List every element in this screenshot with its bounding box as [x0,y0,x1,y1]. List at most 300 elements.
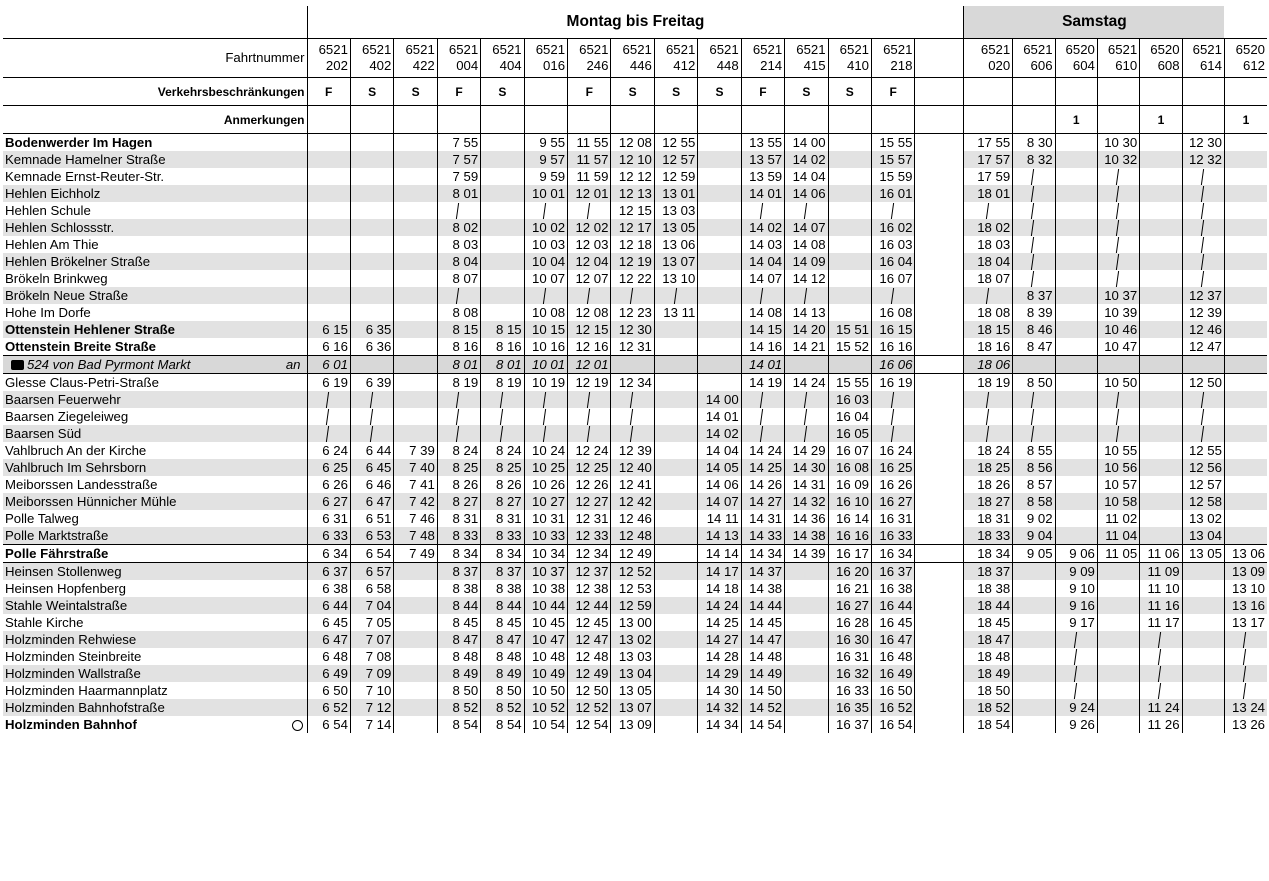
departure-time [1182,219,1224,236]
departure-time: 16 02 [872,219,915,236]
pass-through-line [1116,203,1121,219]
departure-time [1097,597,1139,614]
pass-through-line [986,409,991,425]
trip-number [1097,39,1139,78]
stop-name-cell [3,527,307,545]
departure-time: 14 07 [698,493,741,510]
departure-time [1224,185,1267,202]
departure-time: 8 44 [437,597,480,614]
departure-time: 14 20 [785,321,828,338]
departure-time: 7 40 [394,459,437,476]
departure-time: 9 26 [1055,716,1097,733]
departure-time [1224,425,1267,442]
departure-time [698,134,741,152]
stop-row [3,631,1267,648]
departure-time: 14 32 [785,493,828,510]
departure-time: 8 16 [481,338,524,356]
restriction-code [964,78,1013,106]
departure-time: 14 16 [741,338,784,356]
departure-time [1182,236,1224,253]
departure-time: 13 06 [654,236,697,253]
departure-time [1097,408,1139,425]
note-marker [568,106,611,134]
departure-time: 16 21 [828,580,871,597]
departure-time [1055,321,1097,338]
stop-name-cell [3,614,307,631]
pass-through-line [1116,186,1121,202]
departure-time [1013,580,1055,597]
departure-time [654,425,697,442]
pass-through-line [587,288,592,304]
departure-time [394,287,437,304]
departure-time: 9 02 [1013,510,1055,527]
departure-time [872,391,915,408]
departure-time: 14 13 [785,304,828,321]
stop-name: Holzminden Wallstraße [5,665,141,681]
departure-time: 16 31 [828,648,871,665]
departure-time: 12 01 [568,185,611,202]
departure-time [437,202,480,219]
trip-number [524,39,567,78]
departure-time: 12 17 [611,219,654,236]
departure-time [1055,527,1097,545]
departure-time: 14 18 [698,580,741,597]
restriction-code: S [394,78,437,106]
departure-time [1224,476,1267,493]
pass-through-line [1031,203,1036,219]
departure-time: 12 30 [1182,134,1224,152]
stop-row [3,545,1267,563]
pass-through-line [986,426,991,442]
departure-time: 14 30 [698,682,741,699]
stop-name-cell [3,510,307,527]
departure-time: 6 24 [307,442,350,459]
departure-time: 16 07 [872,270,915,287]
departure-time: 13 17 [1224,614,1267,631]
departure-time [524,408,567,425]
departure-time: 16 35 [828,699,871,716]
trip-number-line2: 410 [846,58,869,73]
departure-time: 8 52 [437,699,480,716]
departure-time: 14 01 [741,185,784,202]
pass-through-line [370,426,375,442]
departure-time: 14 45 [741,614,784,631]
departure-time [394,168,437,185]
departure-time: 11 10 [1140,580,1182,597]
departure-time: 7 05 [350,614,393,631]
trip-number-line1: 6521 [448,42,479,57]
trip-number [964,39,1013,78]
departure-time: 9 55 [524,134,567,152]
departure-time [394,580,437,597]
departure-time [1224,134,1267,152]
stop-row [3,391,1267,408]
pass-through-line [456,409,461,425]
trip-number-line2: 612 [1242,58,1265,73]
departure-time: 6 47 [350,493,393,510]
departure-time: 6 37 [307,563,350,581]
departure-time: 8 56 [1013,459,1055,476]
departure-time [394,648,437,665]
stop-name-cell [3,648,307,665]
departure-time: 6 53 [350,527,393,545]
departure-time: 14 19 [741,374,784,392]
departure-time: 15 57 [872,151,915,168]
departure-time: 10 37 [1097,287,1139,304]
departure-time: 14 04 [741,253,784,270]
trip-number-line2: 608 [1157,58,1180,73]
departure-time: 10 56 [1097,459,1139,476]
departure-time: 6 52 [307,699,350,716]
departure-time: 11 17 [1140,614,1182,631]
departure-time: 16 07 [828,442,871,459]
departure-time: 12 49 [568,665,611,682]
stop-name-cell [3,459,307,476]
departure-time [1013,236,1055,253]
departure-time: 12 02 [568,219,611,236]
trip-number [872,39,915,78]
departure-time [1097,168,1139,185]
departure-time: 16 31 [872,510,915,527]
departure-time [481,236,524,253]
departure-time [524,202,567,219]
trip-number-line2: 404 [499,58,522,73]
departure-time: 8 32 [1013,151,1055,168]
departure-time [915,304,964,321]
departure-time: 13 07 [611,699,654,716]
departure-time: 8 37 [437,563,480,581]
trip-number [828,39,871,78]
timetable [3,6,1267,733]
departure-time [1182,597,1224,614]
departure-time: 10 50 [1097,374,1139,392]
departure-time [481,168,524,185]
trip-number-line1: 6521 [492,42,522,57]
departure-time: 14 02 [741,219,784,236]
departure-time: 7 42 [394,493,437,510]
departure-time [785,563,828,581]
departure-time: 14 29 [785,442,828,459]
departure-time: 6 44 [307,597,350,614]
departure-time: 12 30 [611,321,654,338]
trip-number [1013,39,1055,78]
departure-time [1140,425,1182,442]
trip-number-line1: 6520 [1065,42,1095,57]
pass-through-line [1158,666,1163,682]
departure-time: 16 34 [872,545,915,563]
stop-name: Polle Talweg [5,510,79,526]
departure-time [350,168,393,185]
pass-through-line [1201,237,1206,253]
departure-time: 14 07 [741,270,784,287]
departure-time [872,425,915,442]
departure-time: 7 10 [350,682,393,699]
departure-time: 14 27 [698,631,741,648]
pass-through-line [891,203,896,219]
departure-time: 13 57 [741,151,784,168]
stop-row [3,493,1267,510]
departure-time: 16 01 [872,185,915,202]
departure-time: 18 45 [964,614,1013,631]
departure-time: 14 31 [785,476,828,493]
departure-time: 12 48 [611,527,654,545]
stop-name-cell [3,425,307,442]
stop-row [3,563,1267,581]
departure-time: 16 33 [828,682,871,699]
departure-time: 16 08 [872,304,915,321]
departure-time [915,648,964,665]
pass-through-line [543,288,548,304]
departure-time: 8 04 [437,253,480,270]
restriction-code: F [307,78,350,106]
restriction-code: F [872,78,915,106]
departure-time [654,716,697,733]
departure-time [1140,168,1182,185]
departure-time [568,408,611,425]
departure-time: 8 02 [437,219,480,236]
departure-time [394,408,437,425]
departure-time [1140,253,1182,270]
departure-time: 6 46 [350,476,393,493]
trip-number-line2: 610 [1115,58,1138,73]
departure-time: 14 06 [785,185,828,202]
pass-through-line [760,203,765,219]
departure-time [394,425,437,442]
departure-time: 16 54 [872,716,915,733]
departure-time: 8 48 [481,648,524,665]
trip-number [654,39,697,78]
departure-time: 6 27 [307,493,350,510]
note-marker [481,106,524,134]
pass-through-line [1031,409,1036,425]
departure-time: 16 37 [872,563,915,581]
departure-time: 12 45 [568,614,611,631]
departure-time: 18 33 [964,527,1013,545]
departure-time: 14 00 [785,134,828,152]
departure-time: 16 38 [872,580,915,597]
departure-time [915,580,964,597]
departure-time [394,665,437,682]
departure-time [1097,716,1139,733]
trip-number [307,39,350,78]
stop-name: Holzminden Rehwiese [5,631,137,647]
departure-time [307,287,350,304]
stop-name: Polle Marktstraße [5,527,109,543]
departure-time: 8 55 [1013,442,1055,459]
departure-time: 14 02 [785,151,828,168]
departure-time [1224,631,1267,648]
departure-time [1140,321,1182,338]
departure-time: 12 57 [654,151,697,168]
departure-time: 6 34 [307,545,350,563]
departure-time: 10 04 [524,253,567,270]
departure-time [1013,425,1055,442]
trip-number-line2: 214 [760,58,783,73]
trip-number-line2: 246 [586,58,609,73]
departure-time: 14 24 [698,597,741,614]
departure-time: 7 55 [437,134,480,152]
trip-number-line2: 218 [890,58,913,73]
restriction-code: S [828,78,871,106]
trip-number [1140,39,1182,78]
departure-time [1182,253,1224,270]
trip-number [1182,39,1224,78]
departure-time: 14 34 [741,545,784,563]
departure-time: 12 47 [568,631,611,648]
departure-time: 7 39 [394,442,437,459]
pass-through-line [630,426,635,442]
departure-time: 10 57 [1097,476,1139,493]
departure-time [350,253,393,270]
departure-time: 14 12 [785,270,828,287]
stop-name: Polle Fährstraße [5,545,109,561]
departure-time: 14 14 [698,545,741,563]
departure-time: 16 30 [828,631,871,648]
pass-through-line [1158,649,1163,665]
departure-time: 8 49 [437,665,480,682]
departure-time: 10 47 [524,631,567,648]
departure-time: 16 32 [828,665,871,682]
departure-time [568,287,611,304]
trip-number-line1: 6521 [980,42,1011,57]
departure-time: 14 11 [698,510,741,527]
stop-name-cell [3,321,307,338]
departure-time [915,151,964,168]
departure-time [1224,236,1267,253]
departure-time [915,476,964,493]
departure-time: 11 24 [1140,699,1182,716]
departure-time: 8 15 [481,321,524,338]
stop-name: Ottenstein Breite Straße [5,338,156,354]
restriction-code [524,78,567,106]
departure-time [915,665,964,682]
departure-time: 18 34 [964,545,1013,563]
pass-through-line [804,392,809,408]
departure-time: 6 15 [307,321,350,338]
departure-time: 6 51 [350,510,393,527]
departure-time [481,151,524,168]
departure-time: 18 07 [964,270,1013,287]
restriction-code: S [785,78,828,106]
departure-time: 14 05 [698,459,741,476]
departure-time: 10 01 [524,356,567,374]
departure-time: 12 23 [611,304,654,321]
stop-name-cell [3,253,307,270]
stop-row [3,270,1267,287]
restriction-code: F [568,78,611,106]
departure-time: 11 26 [1140,716,1182,733]
departure-time: 11 04 [1097,527,1139,545]
stop-name: Brökeln Brinkweg [5,270,108,286]
departure-time: 14 38 [741,580,784,597]
stop-name-cell [3,699,307,716]
departure-time: 11 02 [1097,510,1139,527]
departure-time: 14 37 [741,563,784,581]
departure-time [481,304,524,321]
departure-time: 10 31 [524,510,567,527]
note-marker [1013,106,1055,134]
departure-time: 18 52 [964,699,1013,716]
departure-time [698,236,741,253]
departure-time: 18 19 [964,374,1013,392]
departure-time: 8 01 [437,185,480,202]
departure-time [350,134,393,152]
departure-time: 7 41 [394,476,437,493]
departure-time: 8 25 [437,459,480,476]
departure-time [568,202,611,219]
departure-time: 11 57 [568,151,611,168]
departure-time [1224,665,1267,682]
stop-name-cell [3,270,307,287]
departure-time [1097,253,1139,270]
stop-name-cell [3,202,307,219]
departure-time: 16 05 [828,425,871,442]
departure-time [1013,631,1055,648]
departure-time: 8 37 [481,563,524,581]
departure-time [785,580,828,597]
departure-time [1224,648,1267,665]
departure-time: 6 39 [350,374,393,392]
departure-time: 6 01 [307,356,350,374]
departure-time [1055,442,1097,459]
stop-name-cell [3,134,307,152]
departure-time: 10 50 [524,682,567,699]
stop-row [3,614,1267,631]
departure-time: 10 32 [1097,151,1139,168]
departure-time [1182,391,1224,408]
departure-time [698,304,741,321]
pass-through-line [891,426,896,442]
pass-through-line [1243,666,1248,682]
trip-number-line1: 6521 [1192,42,1222,57]
departure-time: 14 25 [698,614,741,631]
departure-time [654,476,697,493]
departure-time [698,270,741,287]
departure-time [350,287,393,304]
departure-time: 10 03 [524,236,567,253]
departure-time [698,338,741,356]
restriction-code [1097,78,1139,106]
pass-through-line [1031,254,1036,270]
departure-time [698,374,741,392]
departure-time: 12 07 [568,270,611,287]
stop-name-cell [3,374,307,392]
departure-time: 8 54 [437,716,480,733]
departure-time [915,168,964,185]
departure-time [872,202,915,219]
departure-time: 13 09 [611,716,654,733]
stop-row [3,253,1267,270]
pass-through-line [1031,426,1036,442]
trip-number [785,39,828,78]
departure-time [1224,459,1267,476]
departure-time: 14 38 [785,527,828,545]
pass-through-line [1243,649,1248,665]
stop-name: Bodenwerder Im Hagen [5,134,153,150]
departure-time [1224,168,1267,185]
departure-time: 14 07 [785,219,828,236]
departure-time [1140,391,1182,408]
station-circle-icon [292,720,303,731]
restriction-code [1140,78,1182,106]
departure-time [1224,356,1267,374]
departure-time [307,168,350,185]
departure-time [1097,699,1139,716]
departure-time: 16 49 [872,665,915,682]
pass-through-line [986,203,991,219]
departure-time [1224,493,1267,510]
departure-time: 14 33 [741,527,784,545]
